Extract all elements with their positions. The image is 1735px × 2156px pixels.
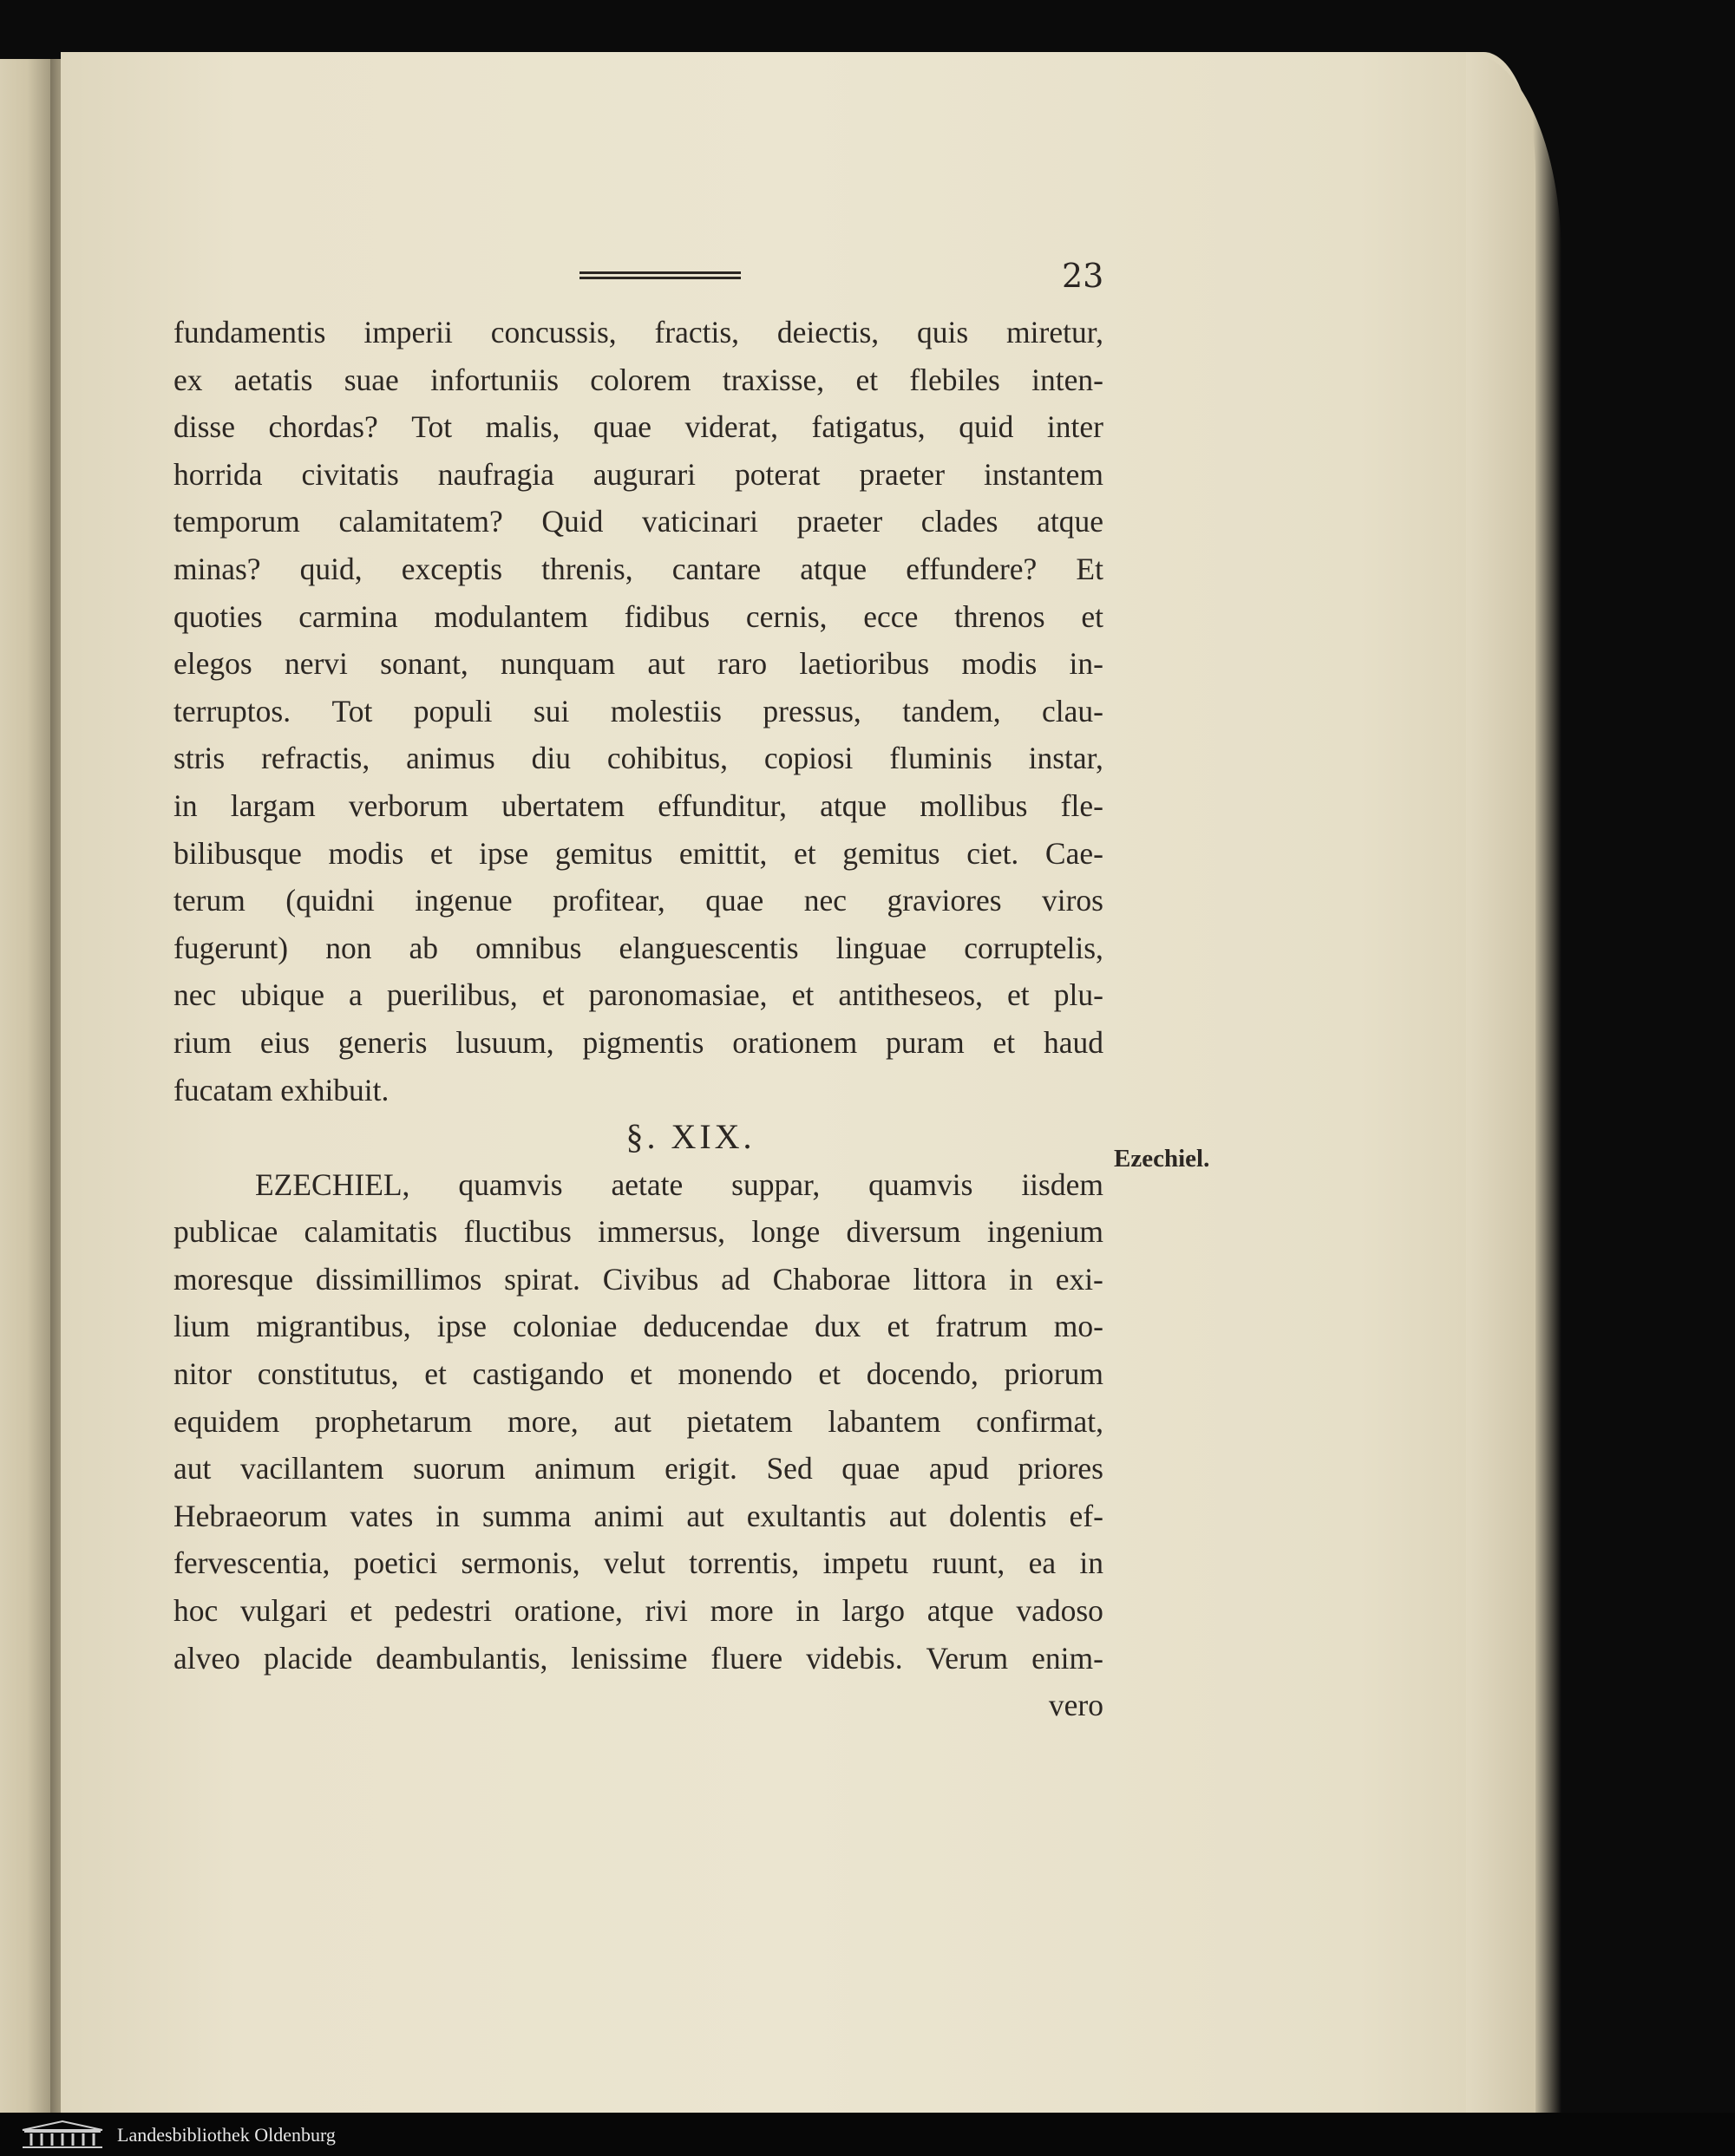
library-building-icon [19,2120,106,2149]
facing-page-edge [0,59,50,2113]
text-line: elegos nervi sonant, nunquam aut raro laetioribus modis in- [174,646,1103,682]
header-rule [579,271,741,284]
text-line: horrida civitatis naufragia augurari poterat praeter instantem [174,456,1103,492]
body-text [174,309,1103,1729]
text-line: stris refractis, animus diu cohibitus, copiosi fluminis instar, [174,741,1103,776]
text-line: fervescentia, poetici sermonis, velut torrentis, impetu ruunt, ea in [174,1545,1103,1581]
text-line: nitor constitutus, et castigando et monendo et docendo, priorum [174,1356,1103,1392]
library-name: Landesbibliothek Oldenburg [117,2124,336,2146]
catchword: vero [1048,1688,1103,1723]
text-line: temporum calamitatem? Quid vaticinari praeter clades atque [174,504,1103,539]
text-line: bilibusque modis et ipse gemitus emittit, et gemitus ciet. Cae- [174,835,1103,871]
text-line: ex aetatis suae infortuniis colorem traxisse, et flebiles inten- [174,362,1103,397]
text-line: EZECHIEL, quamvis aetate suppar, quamvis iisdem [255,1166,1103,1202]
section-heading: §. XIX. [625,1117,756,1157]
text-line: fugerunt) non ab omnibus elanguescentis linguae corruptelis, [174,930,1103,965]
text-line: nec ubique a puerilibus, et paronomasiae, et antitheseos, et plu- [174,977,1103,1013]
text-line: quoties carmina modulantem fidibus cernis, ecce threnos et [174,598,1103,634]
text-line: minas? quid, exceptis threnis, cantare atque effundere? Et [174,551,1103,586]
text-line: lium migrantibus, ipse coloniae deducendae dux et fratrum mo- [174,1309,1103,1344]
text-line: fucatam exhibuit. [174,1072,390,1107]
footer-bar [0,2113,1735,2156]
text-line: hoc vulgari et pedestri oratione, rivi more in largo atque vadoso [174,1593,1103,1629]
text-line: moresque dissimillimos spirat. Civibus ad Chaborae littora in exi- [174,1261,1103,1297]
text-line: alveo placide deambulantis, lenissime fluere videbis. Verum enim- [174,1640,1103,1676]
text-line: Hebraeorum vates in summa animi aut exultantis aut dolentis ef- [174,1498,1103,1533]
text-line: publicae calamitatis fluctibus immersus, longe diversum ingenium [174,1214,1103,1250]
paragraph-after-heading [174,1161,1103,1682]
text-line: in largam verborum ubertatem effunditur, atque mollibus fle- [174,787,1103,823]
text-line: rium eius generis lusuum, pigmentis orationem puram et haud [174,1024,1103,1060]
page-curl [1466,52,1562,2113]
text-line: equidem prophetarum more, aut pietatem labantem confirmat, [174,1403,1103,1439]
text-line: terum (quidni ingenue profitear, quae nec graviores viros [174,883,1103,918]
text-line: aut vacillantem suorum animum erigit. Sed quae apud priores [174,1451,1103,1486]
text-line: disse chordas? Tot malis, quae viderat, fatigatus, quid inter [174,409,1103,445]
page-number: 23 [1062,257,1104,295]
margin-note: Ezechiel. [1114,1145,1210,1173]
paragraph-before-heading [174,309,1103,1114]
text-line: terruptos. Tot populi sui molestiis pressus, tandem, clau- [174,693,1103,728]
text-line: fundamentis imperii concussis, fractis, deiectis, quis miretur, [174,315,1103,350]
